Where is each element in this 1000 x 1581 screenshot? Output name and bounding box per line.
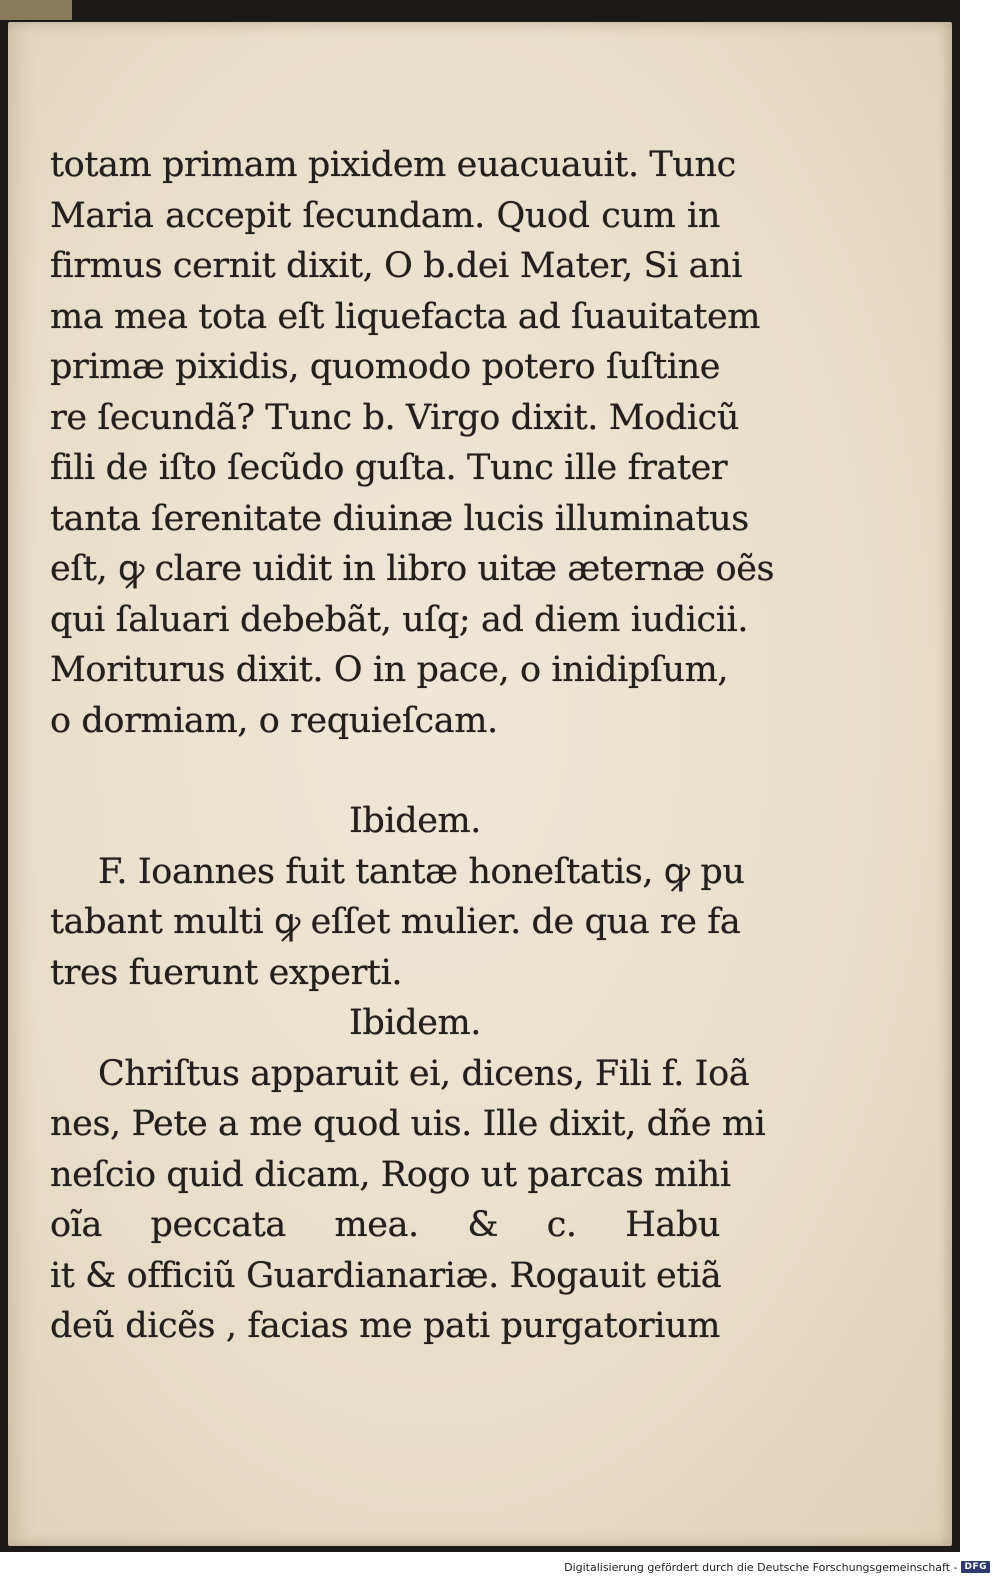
text-line: tanta ſerenitate diuinæ lucis illuminatus (50, 498, 749, 539)
text-line: firmus cernit dixit, O b.dei Mater, Si ani (50, 246, 743, 286)
text-line: tres fuerunt experti. (50, 952, 403, 993)
text-line: F. Ioannes fuit tantæ honeſtatis, ꝙ pu (98, 851, 745, 892)
text-line: Moriturus dixit. O in pace, o inidipſum, (50, 650, 729, 690)
text-line: fili de iſto ſecũdo guſta. Tunc ille frater (50, 448, 728, 488)
page-text (50, 140, 775, 1352)
text-line: tabant multi ꝙ eſſet mulier. de qua re fa (50, 902, 741, 942)
text-line: qui ſaluari debebãt, uſq; ad diem iudicii. (50, 599, 749, 640)
dfg-logo: DFG (961, 1561, 990, 1573)
page-edge (0, 0, 72, 20)
text-line: eſt, ꝙ clare uidit in libro uitæ æternæ oẽs (50, 549, 775, 589)
book-page (8, 22, 952, 1546)
text-line: ma mea tota eſt liquefacta ad ſuauitatem (50, 296, 761, 337)
text-line: totam primam pixidem euacuauit. Tunc (50, 145, 736, 185)
text-line: Chriſtus apparuit ei, dicens, Fili f. Ioã (98, 1053, 750, 1094)
section-heading: Ibidem. (348, 801, 482, 841)
text-line: re ſecundã? Tunc b. Virgo dixit. Modicũ (50, 397, 739, 438)
text-line: Maria accepit ſecundam. Quod cum in (50, 195, 720, 236)
text-line: oĩa peccata mea. & c. Habu (50, 1205, 720, 1245)
credit-text: Digitalisierung gefördert durch die Deutsche Forschungsgemeinschaft - (564, 1560, 958, 1574)
text-line: nes, Pete a me quod uis. Ille dixit, dñe mi (50, 1104, 766, 1144)
text-line: o dormiam, o requieſcam. (50, 700, 498, 741)
digitization-credit (564, 1557, 990, 1577)
spacer (50, 746, 720, 796)
section-heading: Ibidem. (348, 1003, 482, 1043)
text-line: neſcio quid dicam, Rogo ut parcas mihi (50, 1154, 731, 1195)
text-line: primæ pixidis, quomodo potero ſuſtine (50, 347, 721, 387)
text-line: deũ dicẽs , facias me pati purgatorium (50, 1306, 720, 1346)
text-line: it & officiũ Guardianariæ. Rogauit etiã (50, 1255, 722, 1296)
